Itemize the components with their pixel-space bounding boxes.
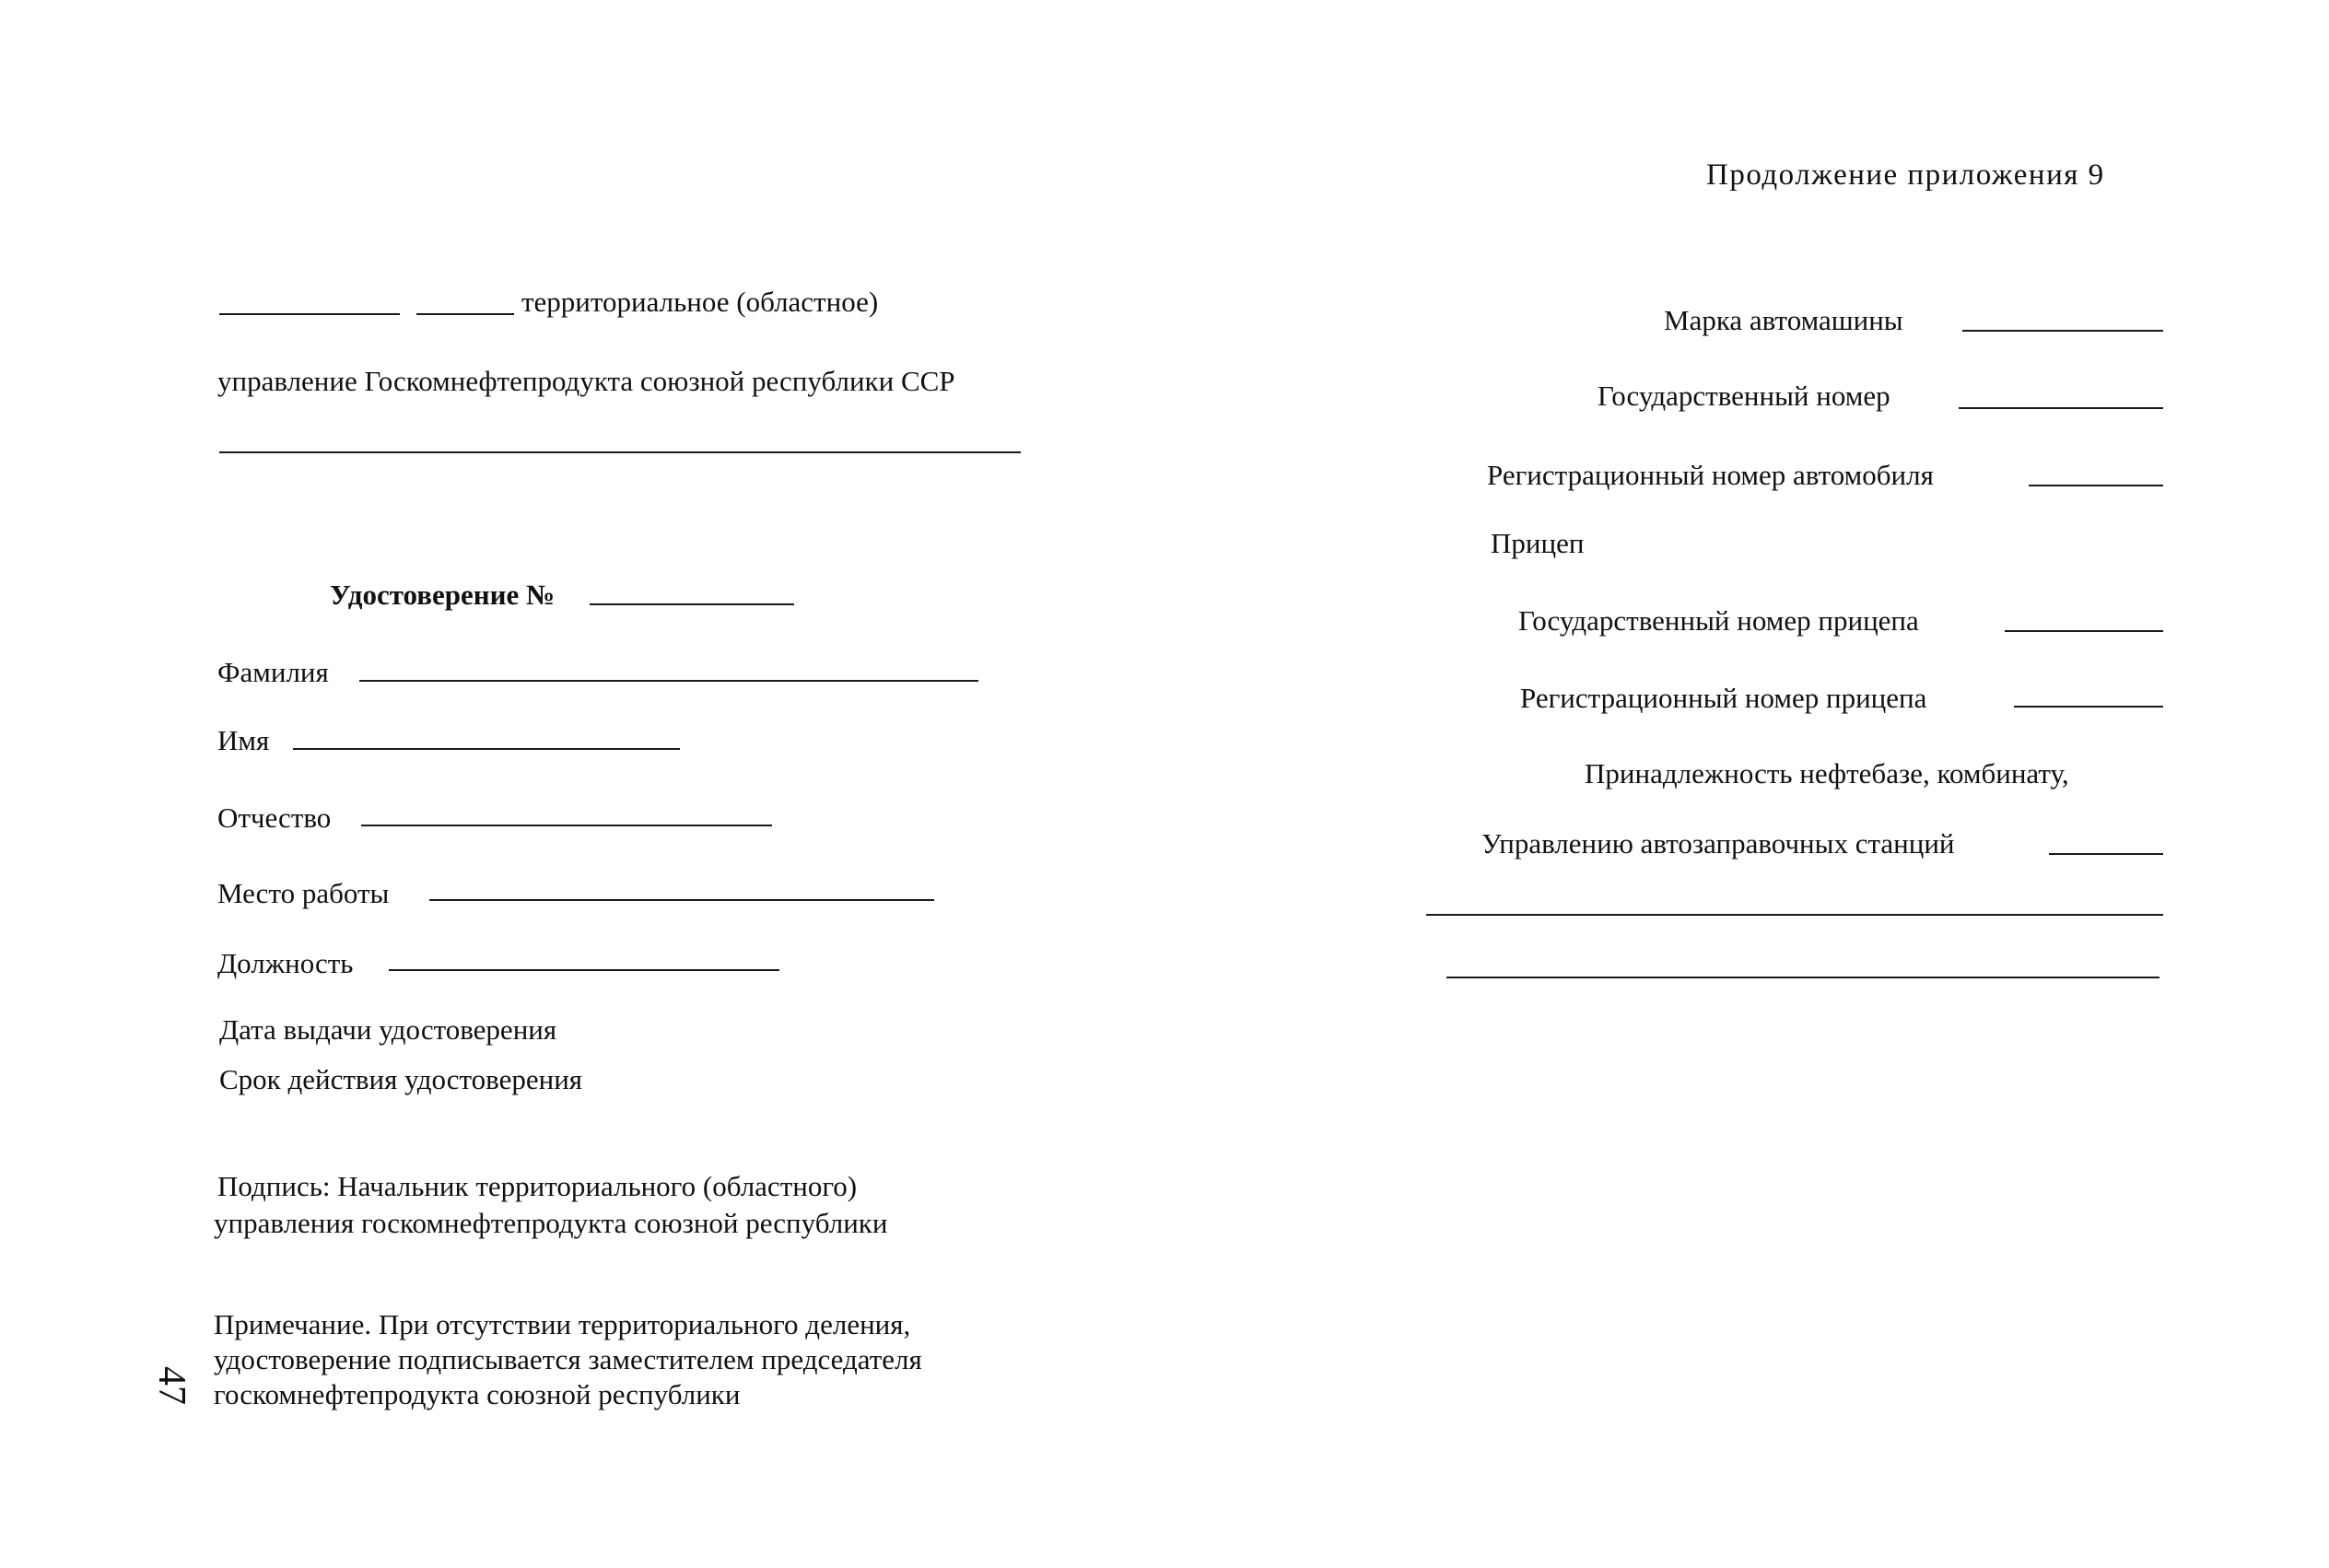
surname-line: [359, 680, 978, 682]
position-label: Должность: [217, 947, 354, 979]
patronymic-label: Отчество: [217, 802, 332, 834]
state-number-label: Государственный номер: [1598, 380, 1890, 412]
continuation-heading: Продолжение приложения 9: [1706, 158, 2105, 192]
trailer-state-number-line: [2005, 630, 2163, 632]
blank-line: [1446, 977, 2159, 978]
car-brand-line: [1962, 330, 2163, 332]
name-line: [293, 748, 680, 750]
trailer-state-number-label: Государственный номер прицепа: [1518, 604, 1919, 637]
trailer-reg-number-label: Регистрационный номер прицепа: [1520, 682, 1927, 714]
blank-line: [416, 313, 514, 315]
blank-line: [1426, 914, 2163, 916]
state-number-line: [1959, 407, 2163, 409]
car-brand-label: Марка автомашины: [1664, 304, 1903, 336]
directorate-line: управление Госкомнефтепродукта союзной республики ССР: [217, 365, 955, 397]
belonging-label: Принадлежность нефтебазе, комбинату,: [1585, 757, 2069, 790]
station-dept-label: Управлению автозаправочных станций: [1481, 827, 1955, 860]
blank-line: [219, 313, 400, 315]
certificate-label: Удостоверение №: [330, 579, 556, 611]
note-line-3: госкомнефтепродукта союзной республики: [214, 1378, 741, 1410]
position-line: [389, 969, 779, 971]
validity-label: Срок действия удостоверения: [219, 1063, 583, 1095]
workplace-label: Место работы: [217, 877, 390, 909]
reg-number-label: Регистрационный номер автомобиля: [1487, 459, 1934, 491]
blank-line: [219, 451, 1021, 453]
territorial-suffix: территориальное (областное): [521, 286, 879, 318]
issue-date-label: Дата выдачи удостоверения: [219, 1013, 557, 1046]
station-dept-line: [2049, 853, 2163, 855]
page-number: 47: [150, 1366, 193, 1405]
workplace-line: [429, 899, 934, 901]
name-label: Имя: [217, 724, 270, 756]
surname-label: Фамилия: [217, 656, 329, 688]
trailer-reg-number-line: [2014, 706, 2163, 708]
patronymic-line: [361, 825, 772, 826]
trailer-label: Прицеп: [1491, 527, 1585, 559]
reg-number-line: [2029, 485, 2163, 486]
certificate-number-line: [590, 603, 794, 605]
note-line-2: удостоверение подписывается заместителем председателя: [214, 1343, 922, 1375]
signature-line-2: управления госкомнефтепродукта союзной республики: [214, 1207, 888, 1239]
signature-line-1: Подпись: Начальник территориального (областного): [217, 1170, 858, 1202]
note-line-1: Примечание. При отсутствии территориального деления,: [214, 1308, 911, 1340]
